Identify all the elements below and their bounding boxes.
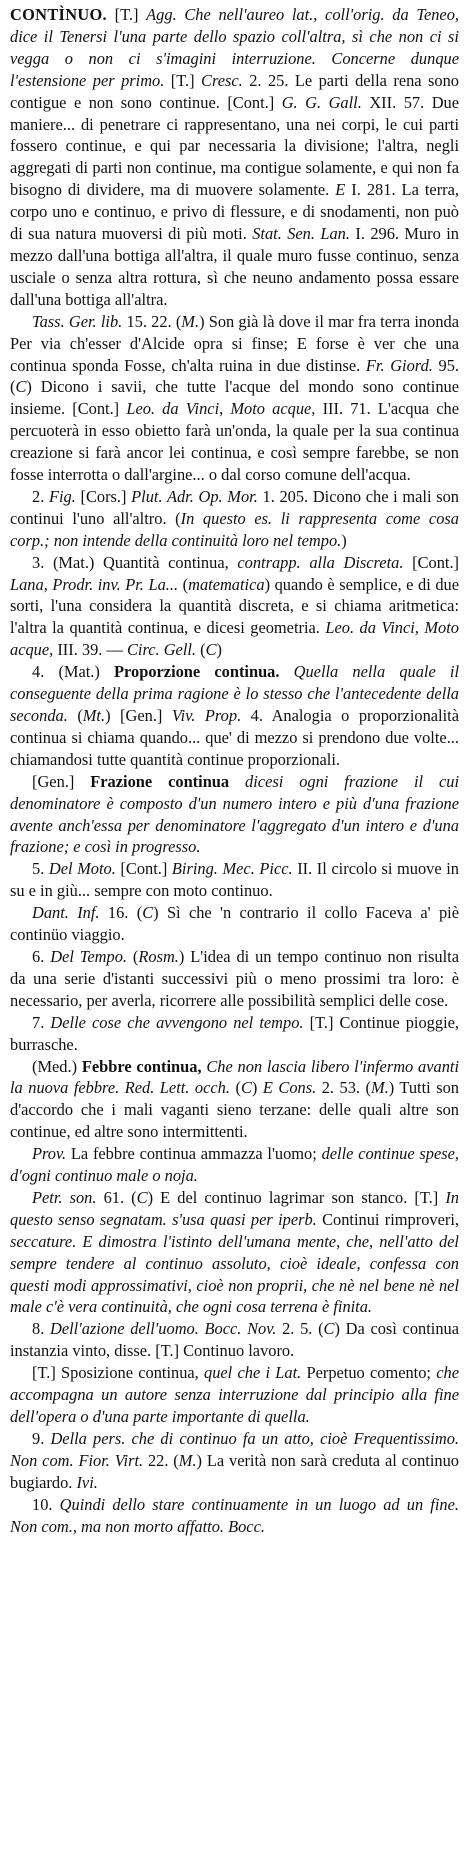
entry-text: ( — [127, 946, 139, 966]
entry-italic-text: Fig. — [48, 486, 76, 506]
entry-italic-text: Viv. Prop. — [171, 706, 242, 725]
entry-text: Perpetuo comento; — [301, 1363, 437, 1383]
entry-text: 4. Analogia o proporzionalità continua si chiama quando... que' di mezzo si prendono due volte... chiamandosi tutte quantità continue proporzionali. — [10, 706, 459, 769]
entry-italic-text: Agg. Che nell'aureo lat., coll'orig. da Teneo, dice il Tenersi l'una parte dello spazio coll'altra, sì che non ci si vegga o non ci s'imagini interruzione. Concerne dunque l'estensione per primo. — [10, 5, 459, 90]
dictionary-entry — [10, 4, 459, 1537]
entry-text: La febbre continua ammazza l'uomo; — [66, 1144, 322, 1164]
entry-italic-text: Del Tempo. — [50, 946, 127, 966]
entry-text: 3. (Mat.) Quantità continua, — [32, 552, 238, 572]
entry-text: [Cont.] — [115, 859, 172, 879]
entry-paragraph-p10 — [10, 1012, 459, 1056]
entry-italic-text: C — [240, 1078, 252, 1098]
entry-paragraph-p6 — [10, 771, 459, 859]
entry-text: ) — [251, 1078, 263, 1098]
entry-italic-text: C — [142, 903, 154, 923]
entry-text: [T.] — [164, 70, 202, 90]
entry-text: ) Da così continua instanzia vinto, disse. [T.] Continuo lavoro. — [10, 1319, 459, 1361]
entry-text: ( — [178, 574, 189, 594]
entry-text: 16. ( — [99, 903, 143, 923]
entry-italic-text: Che non lascia libero l'infermo avanti la nuova febbre. Red. Lett. occh. — [10, 1056, 459, 1098]
entry-paragraph-p3 — [10, 486, 459, 552]
entry-text: Continui rimproveri, — [316, 1209, 459, 1229]
entry-italic-text: Cresc. — [201, 70, 243, 90]
entry-italic-text: In questo es. li rappresenta come cosa corp.; non intende della continuità loro nel tempo. — [10, 508, 459, 550]
entry-text: ) Dicono i savii, che tutte l'acque del mondo sono continue insieme. [Cont.] — [10, 377, 459, 419]
entry-text: III. 71. L'acqua che percuoterà in esso obietto farà un'onda, la quale per la sua continua creazione si farà ancor lei continua, e così sempre farebbe, se non fosse interrotta o dall'argine... o dal corso comune dell'acqua. — [10, 399, 459, 485]
entry-italic-text: Mt. — [82, 706, 106, 725]
entry-text: ) [Gen.] — [105, 706, 172, 725]
entry-italic-text: seccature. E dimostra l'istinto dell'umana mente, che, nell'atto del sempre tendere al continuo assoluto, cioè ideale, confessa con questi modi approssimativi, cioè non proprii, che nè nel bene nè nel male c'è vera continuità, che ogni cosa terrena è finita. — [10, 1231, 459, 1317]
entry-italic-text: contrapp. alla Discreta. — [237, 552, 404, 572]
entry-italic-text: Lana, Prodr. inv. Pr. La... — [10, 574, 179, 594]
entry-italic-text: Rosm. — [138, 946, 179, 966]
entry-italic-text: M. — [181, 311, 200, 331]
entry-text: 10. — [32, 1494, 60, 1514]
entry-text: ) — [341, 530, 347, 550]
entry-italic-text: Dant. Inf. — [32, 903, 100, 923]
entry-text: 1. 205. Dicono che i mali son continui l'uno all'altro. ( — [10, 486, 459, 528]
entry-italic-text: Leo. da Vinci, Moto acque, — [126, 399, 316, 419]
entry-text: 7. — [32, 1012, 51, 1032]
entry-italic-text: C — [205, 640, 217, 660]
entry-text: [Cors.] — [75, 486, 132, 506]
entry-italic-text: che accompagna un autore senza interruzione dal principio alla fine dell'opera o d'una parte importante di quella. — [10, 1363, 459, 1426]
entry-subterm: Febbre continua, — [81, 1056, 202, 1076]
entry-text: 2. 25. Le parti della rena sono contigue e non sono continue. [Cont.] — [10, 70, 459, 112]
entry-text: XII. 57. Due maniere... di penetrare ci rappresentano, una nei corpi, le cui parti fossero continue, e qui par necessaria la divisione; l'altra, negli aggregati di parti non continue, ma contigue solamente, e qui non fa bisogno di dividere, ma di muovere solamente. — [10, 92, 459, 200]
entry-text: III. 39. — — [53, 640, 127, 660]
entry-italic-text: Petr. son. — [32, 1187, 97, 1207]
entry-italic-text: Leo. da Vinci, Moto acque, — [10, 618, 459, 660]
entry-paragraph-p9 — [10, 946, 459, 1012]
entry-subterm: Proporzione continua. — [114, 662, 280, 682]
entry-text: 2. 53. ( — [316, 1078, 371, 1098]
entry-italic-text: G. G. Gall. — [281, 92, 362, 112]
entry-italic-text: Della pers. che di continuo fa un atto, cioè Frequentissimo. Non com. Fior. Virt. — [10, 1428, 459, 1470]
entry-text: [T.] — [106, 5, 147, 24]
entry-text: I. 281. La terra, corpo uno e continuo, e privo di flessure, e di snodamenti, non può di sua natura muoversi di più moti. — [10, 180, 459, 244]
entry-text: ) E del continuo lagrimar son stanco. [T.] — [147, 1187, 446, 1207]
entry-italic-text: M. — [178, 1450, 197, 1470]
entry-text: [Cont.] — [403, 552, 459, 572]
entry-text: 9. — [32, 1428, 51, 1448]
entry-paragraph-p4 — [10, 552, 459, 662]
entry-italic-text: Fr. Giord. — [365, 355, 433, 375]
entry-text: II. Il circolo si muove in su e in giù... sempre con moto continuo. — [10, 859, 459, 901]
entry-text: ) L'idea di un tempo continuo non risulta da una serie d'istanti successivi più o meno prossimi tra loro: è necessario, per averla, ricorrere alle possibilità semplici delle cose. — [10, 946, 460, 1010]
entry-paragraph-p5 — [10, 661, 459, 771]
entry-paragraph-p17 — [10, 1494, 459, 1538]
entry-text: ( — [196, 640, 206, 660]
entry-text: 5. — [32, 859, 49, 879]
entry-italic-text: C — [136, 1187, 148, 1207]
entry-text: ) quando è semplice, e di due sorti, l'una considera la quantità discreta, e si chiama aritmetica: l'altra la quantità continua, e dicesi geometria. — [10, 574, 460, 638]
entry-text: [T.] Sposizione continua, — [32, 1363, 205, 1383]
entry-text: ( — [67, 706, 83, 725]
entry-italic-text: Prov. — [32, 1144, 67, 1164]
entry-paragraph-p16 — [10, 1428, 459, 1494]
entry-italic-text: dicesi ogni frazione il cui denominatore è composto d'un numero intero e più d'una frazione avente anch'essa per denominatore l'aggregato d'un intero e d'una frazione; e così in progresso. — [10, 771, 460, 857]
entry-text: 95. ( — [10, 355, 460, 397]
entry-paragraph-p12 — [10, 1143, 459, 1187]
entry-text: 61. ( — [96, 1187, 137, 1207]
entry-italic-text: Ivi. — [76, 1472, 98, 1492]
entry-italic-text: C — [15, 377, 27, 397]
entry-text: ( — [229, 1078, 241, 1098]
entry-italic-text: In questo senso segnatam. s'usa quasi per iperb. — [10, 1187, 459, 1229]
entry-text: 8. — [32, 1319, 50, 1339]
entry-italic-text: Plut. Adr. Op. Mor. — [131, 486, 258, 506]
entry-text: 4. (Mat.) — [32, 662, 115, 682]
entry-paragraph-p2 — [10, 311, 459, 486]
entry-paragraph-p13 — [10, 1187, 459, 1318]
entry-text: [T.] Continue pioggie, burrasche. — [10, 1012, 459, 1054]
entry-italic-text: Quella nella quale il conseguente della prima ragione è lo stesso che l'antecedente della seconda. — [10, 662, 459, 725]
entry-paragraph-p11 — [10, 1056, 459, 1144]
entry-paragraph-p7 — [10, 858, 459, 902]
entry-subterm: Frazione continua — [90, 771, 230, 791]
entry-italic-text: C — [323, 1319, 335, 1339]
entry-text: I. 296. Muro in mezzo dall'una bottiga all'altra, il quale muro fusse continuo, senza usciale o senza altra rottura, sì che neuno andamento possa essare dall'una bottiga all'altra. — [10, 224, 459, 309]
entry-italic-text: delle continue spese, d'ogni continuo male o noja. — [10, 1144, 459, 1186]
entry-text: 6. — [32, 946, 51, 966]
entry-paragraph-p1 — [10, 4, 459, 311]
entry-paragraph-p8 — [10, 902, 459, 946]
entry-italic-text: M. — [370, 1078, 389, 1098]
entry-text: 15. 22. ( — [122, 311, 182, 331]
entry-text: ) Tutti son d'accordo che i mali vaganti sieno terzane: delle quali altre son continue, ed altre sono intermittenti. — [10, 1078, 459, 1142]
entry-italic-text: Stat. Sen. Lan. — [252, 224, 350, 244]
entry-text: 22. ( — [143, 1450, 179, 1470]
entry-paragraph-p14 — [10, 1318, 459, 1362]
entry-text: ) Son già là dove il mar fra terra inonda Per via ch'esser d'Alcide opra si finse; E forse è ver che una continua sponda Fosse, ch'alta ruina in due distinse. — [10, 311, 459, 375]
entry-text: ) La verità non sarà creduta al continuo bugiardo. — [10, 1450, 459, 1492]
entry-text: ) — [216, 640, 222, 660]
entry-italic-text: Delle cose che avvengono nel tempo. — [50, 1012, 304, 1032]
entry-italic-text: E — [335, 180, 346, 200]
entry-italic-text: matematica — [188, 574, 265, 594]
entry-text: 2. 5. ( — [276, 1319, 324, 1339]
entry-italic-text: Tass. Ger. lib. — [32, 311, 123, 331]
entry-text: (Med.) — [32, 1056, 82, 1076]
entry-headword: CONTÌNUO. — [10, 5, 107, 24]
entry-italic-text: Quindi dello stare continuamente in un luogo ad un fine. Non com., ma non morto affatto. Bocc. — [10, 1494, 459, 1536]
entry-italic-text: Biring. Mec. Picc. — [171, 859, 293, 879]
entry-italic-text: quel che i Lat. — [204, 1363, 302, 1383]
entry-italic-text: E Cons. — [262, 1078, 317, 1098]
entry-text: ) Sì che 'n contrario il collo Faceva a' piè continüo viaggio. — [10, 903, 459, 945]
entry-italic-text: Circ. Gell. — [126, 640, 197, 660]
entry-text: 2. — [32, 486, 49, 506]
entry-italic-text: Dell'azione dell'uomo. Bocc. Nov. — [50, 1319, 277, 1339]
entry-text: [Gen.] — [32, 771, 91, 791]
entry-italic-text: Del Moto. — [48, 859, 116, 879]
entry-paragraph-p15 — [10, 1362, 459, 1428]
